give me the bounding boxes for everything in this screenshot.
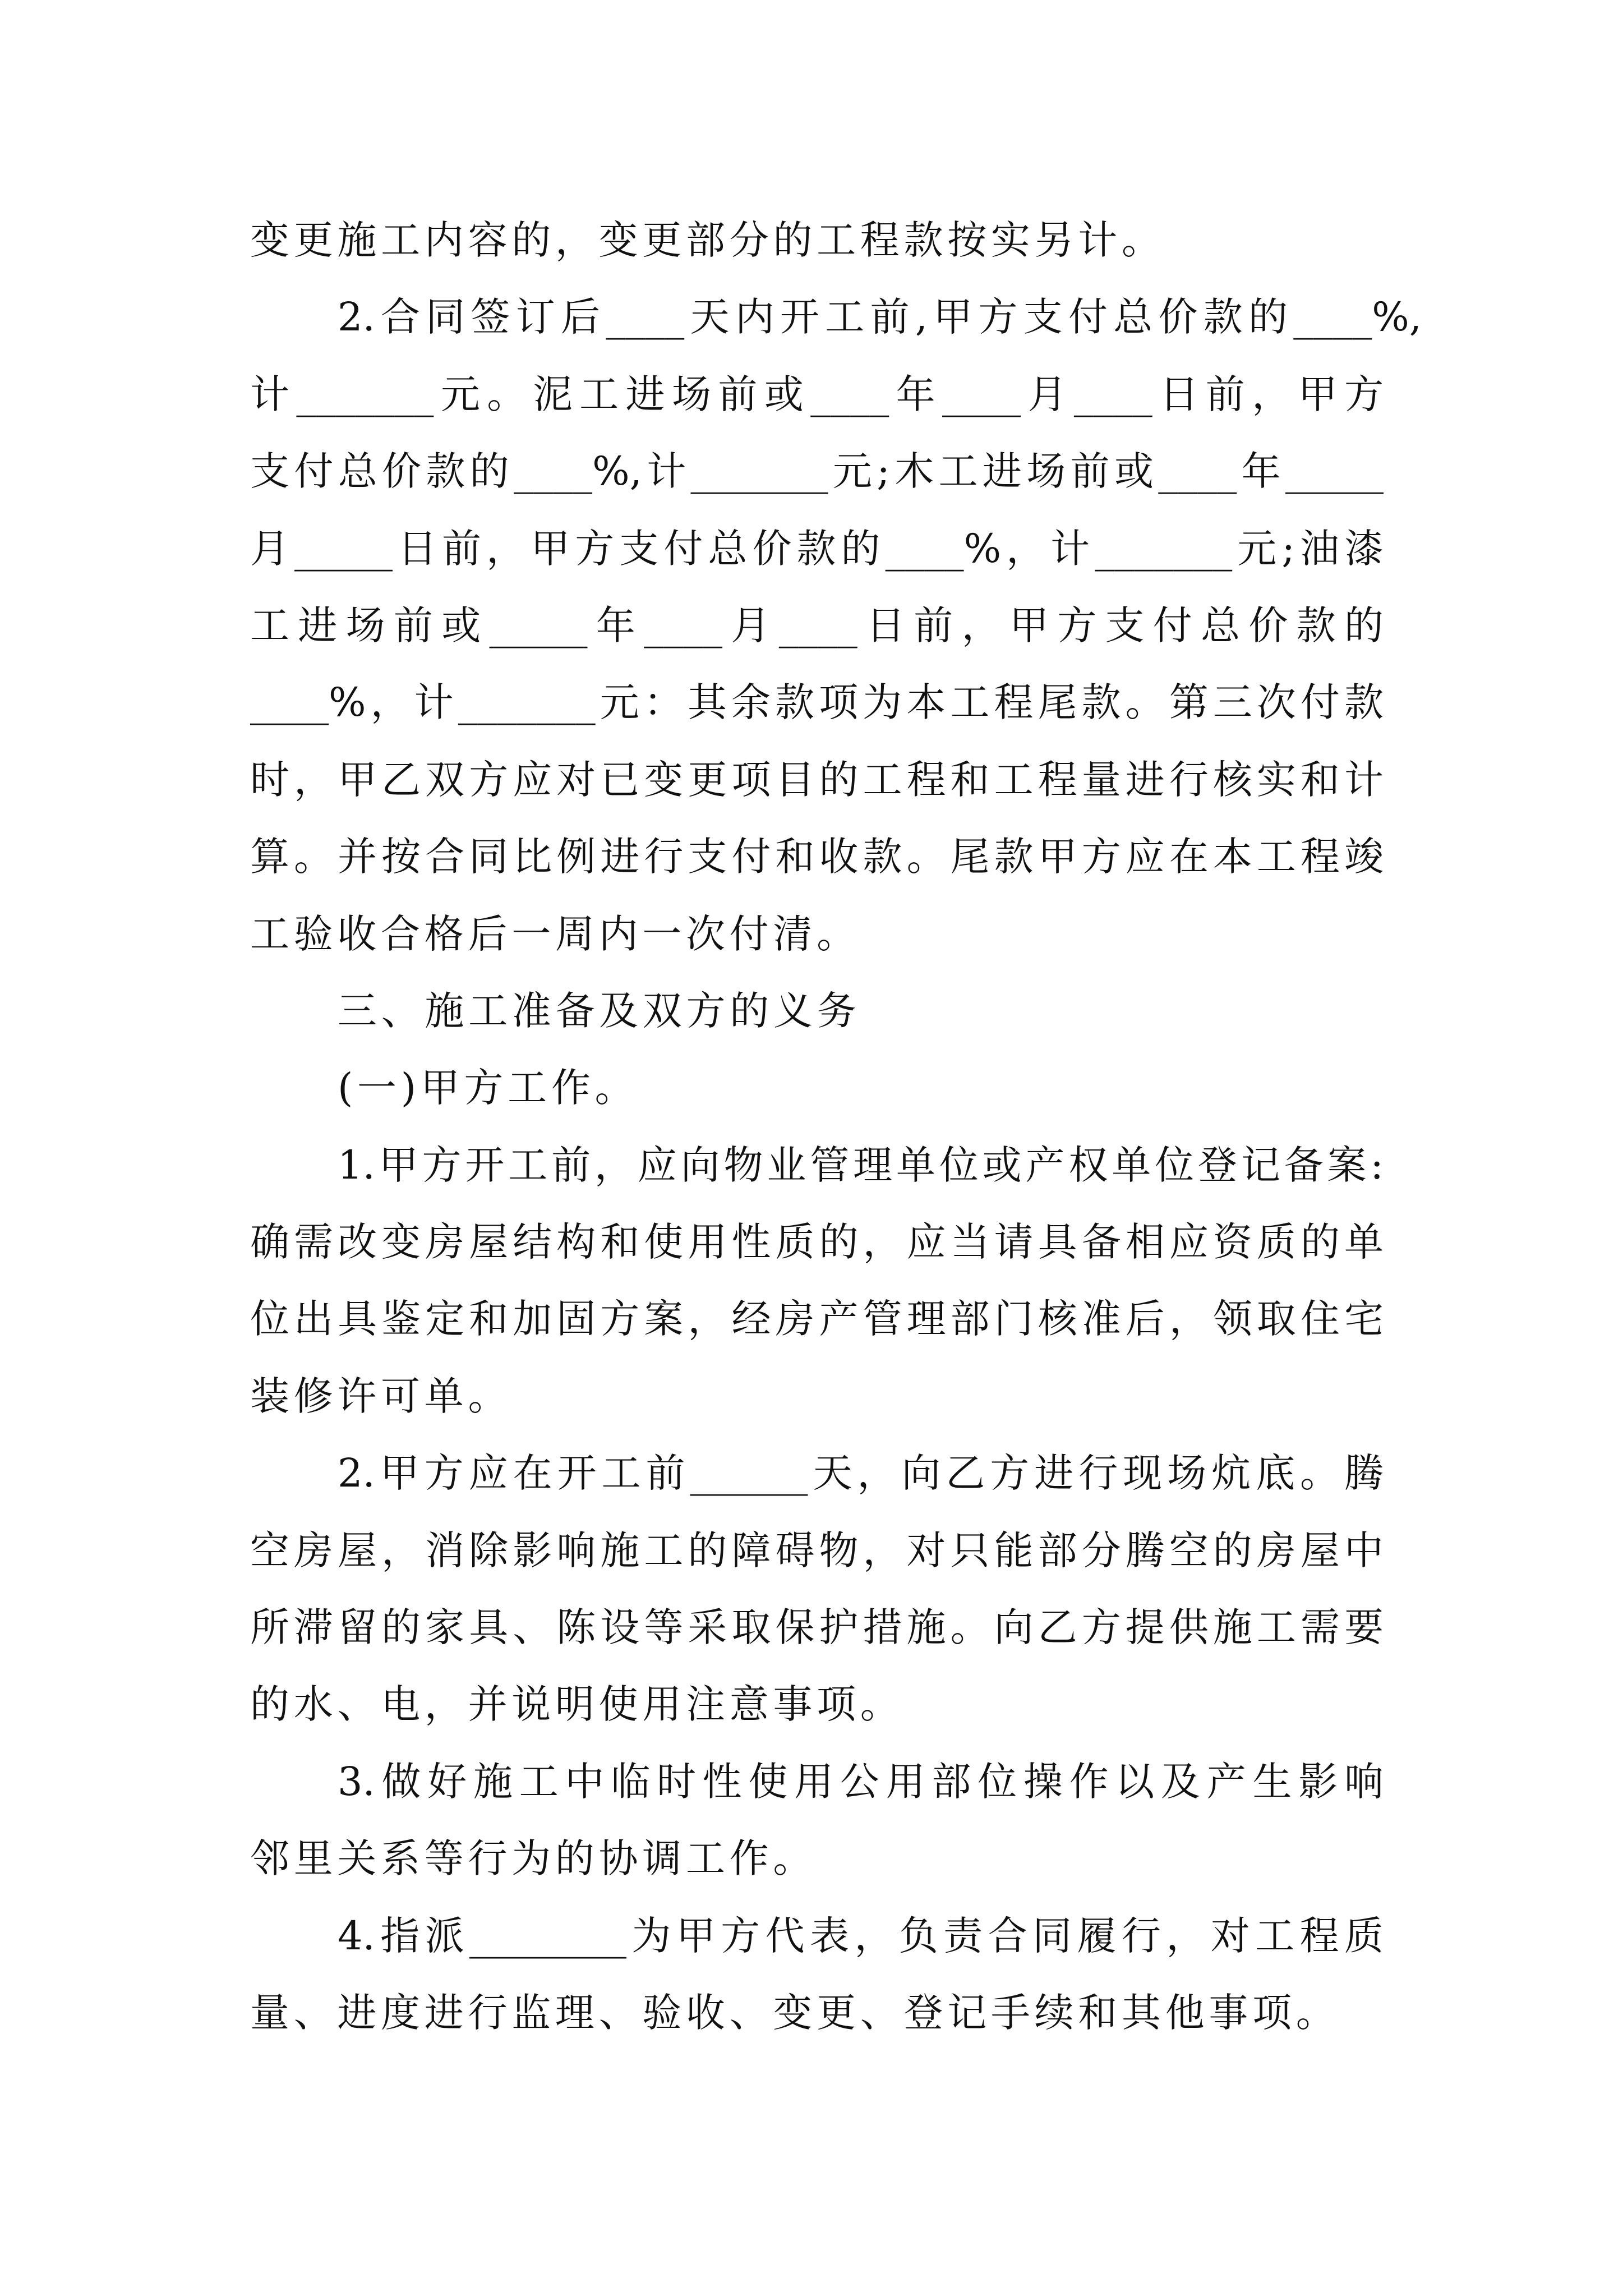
paragraph-line: 装修许可单。 — [250, 1373, 512, 1419]
paragraph-line: 量、进度进行监理、验收、变更、登记手续和其他事项。 — [250, 1989, 1340, 2036]
paragraph-item-2 — [250, 1435, 1384, 1743]
paragraph-line: 1.甲方开工前，应向物业管理单位或产权单位登记备案: — [338, 1142, 1384, 1188]
paragraph-line: 空房屋，消除影响施工的障碍物，对只能部分腾空的房屋中 — [250, 1527, 1384, 1573]
paragraph-line: 的水、电，并说明使用注意事项。 — [250, 1681, 904, 1728]
paragraph-line: 3.做好施工中临时性使用公用部位操作以及产生影响 — [338, 1758, 1384, 1805]
paragraph-item-4 — [250, 1898, 1384, 2052]
section-heading-line: 三、施工准备及双方的义务 — [338, 987, 861, 1034]
paragraph-line: 所滞留的家具、陈设等采取保护措施。向乙方提供施工需要 — [250, 1604, 1384, 1651]
section-heading — [250, 973, 1384, 1050]
paragraph-line: 计_______元。泥工进场前或____年____月____日前，甲方 — [250, 371, 1384, 417]
paragraph-line: 位出具鉴定和加固方案，经房产管理部门核准后，领取住宅 — [250, 1296, 1384, 1342]
paragraph-line: 月_____日前，甲方支付总价款的____%，计_______元;油漆 — [250, 525, 1384, 572]
paragraph-line: 算。并按合同比例进行支付和收款。尾款甲方应在本工程竣 — [250, 834, 1384, 880]
paragraph-continued — [250, 202, 1384, 279]
paragraph-line: 工验收合格后一周内一次付清。 — [250, 910, 860, 957]
paragraph-line: 4.指派________为甲方代表，负责合同履行，对工程质 — [338, 1912, 1384, 1959]
paragraph-payment-terms — [250, 279, 1422, 973]
subsection-heading-line: (一)甲方工作。 — [338, 1065, 639, 1111]
paragraph-line: 变更施工内容的，变更部分的工程款按实另计。 — [250, 217, 1165, 263]
document-body — [250, 202, 1422, 2051]
paragraph-item-1 — [250, 1127, 1384, 1435]
paragraph-line: 时，甲乙双方应对已变更项目的工程和工程量进行核实和计 — [250, 756, 1384, 803]
paragraph-line: ____%，计_______元：其余款项为本工程尾款。第三次付款 — [250, 679, 1384, 726]
paragraph-line: 2.甲方应在开工前______天，向乙方进行现场炕底。腾 — [338, 1450, 1384, 1497]
paragraph-item-3 — [250, 1743, 1384, 1898]
paragraph-line: 邻里关系等行为的协调工作。 — [250, 1835, 817, 1882]
paragraph-line: 支付总价款的____%,计_______元;木工进场前或____年_____ — [250, 448, 1384, 495]
paragraph-line: 2.合同签订后____天内开工前,甲方支付总价款的____%, — [338, 294, 1422, 341]
paragraph-line: 确需改变房屋结构和使用性质的，应当请具备相应资质的单 — [250, 1219, 1384, 1266]
subsection-heading — [250, 1050, 1384, 1126]
paragraph-line: 工进场前或_____年____月____日前，甲方支付总价款的 — [250, 602, 1384, 648]
